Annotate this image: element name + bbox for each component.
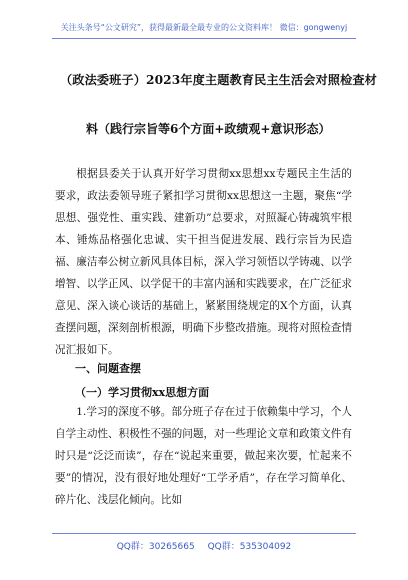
page-header: 关注头条号“公文研究”，获得最新最全最专业的公文资料库！ 微信：gongwenyj: [60, 23, 348, 32]
document-title-line-1: （政法委班子）2023年度主题教育民主生活会对照检查材: [60, 73, 377, 87]
page-footer: [52, 539, 356, 552]
document-title-line-2: 料（践行宗旨等6个方面+政绩观+意识形态）: [86, 122, 331, 136]
intro-paragraph: 根据县委关于认真开好学习贯彻xx思想xx专题民主生活的要求，政法委领导班子紧扣学习贯彻xx思想这一主题，聚焦“学思想、强党性、重实践、建新功”总要求，对照凝心铸魂筑牢根本、锤炼品格强化忠诚、实干担当促进发展、践行宗旨为民造福、廉洁奉公树立新风具体目标，深入学习领悟以学铸魂、以学增智、以学正风、以学促干的丰富内涵和实践要求，在广泛征求意见、深入谈心谈话的基础上，紧紧围绕规定的X个方面，认真查摆问题，深刻剖析根源，明确下步整改措施。现将对照检查情况汇报如下。: [55, 168, 352, 356]
header-divider: [52, 38, 356, 39]
footer-divider: [52, 533, 356, 534]
subsection-heading: （一）学习贯彻xx思想方面: [75, 386, 210, 399]
footer-qq-group-1: QQ群：30265665: [116, 542, 195, 552]
section-heading: 一、问题查摆: [75, 362, 141, 375]
footer-qq-group-2: QQ群：535304092: [207, 542, 292, 552]
point-paragraph: 1.学习的深度不够。部分班子存在过于依赖集中学习，个人自学主动性、积极性不强的问题，对一些理论文章和政策文件有时只是“泛泛而读”，存在“说起来重要，做起来次要，忙起来不要”的情况，没有很好地处理好“工学矛盾”，存在学习简单化、碎片化、浅层化倾向。比如: [55, 406, 352, 506]
